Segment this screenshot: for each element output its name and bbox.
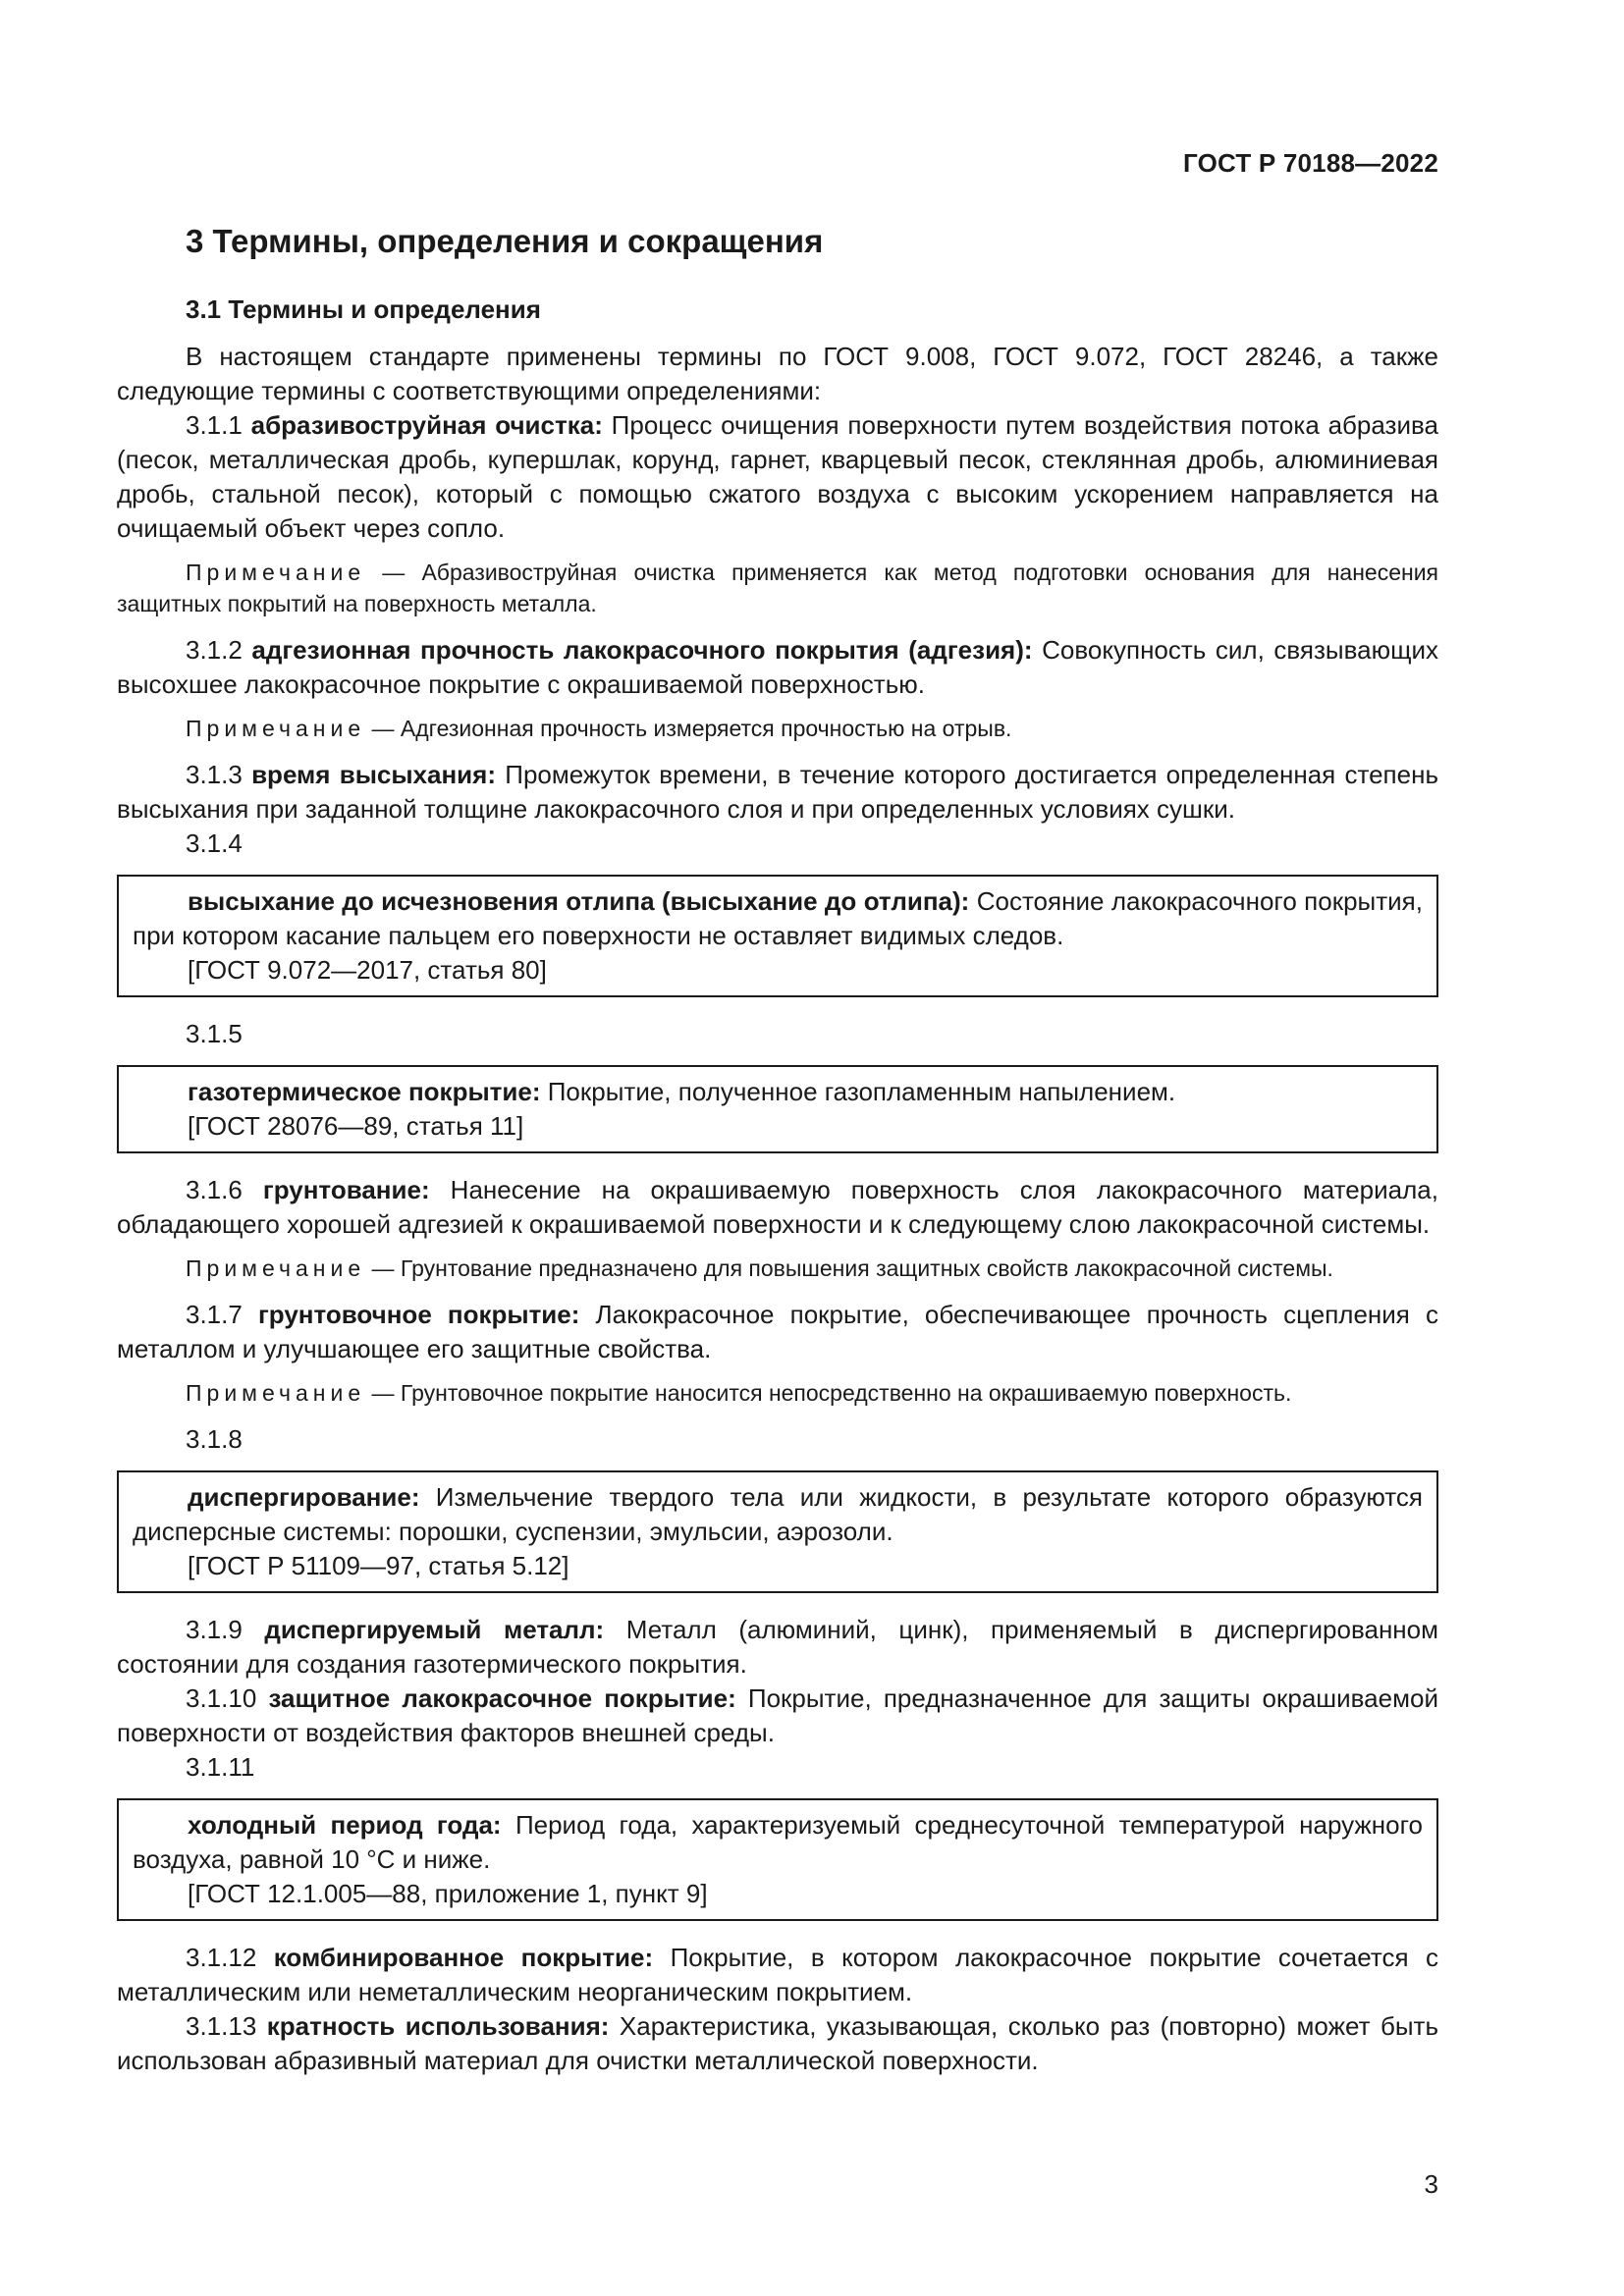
term-name: грунтование: bbox=[262, 1175, 430, 1204]
term-entry bbox=[117, 1173, 1438, 1242]
term-number: 3.1.10 bbox=[186, 1683, 257, 1713]
term-number: 3.1.3 bbox=[186, 760, 243, 789]
term-number-line: 3.1.4 bbox=[186, 828, 243, 858]
term-number: 3.1.6 bbox=[186, 1175, 243, 1204]
term-name: газотермическое покрытие: bbox=[188, 1077, 541, 1106]
term-definition: Характеристика, указывающая, сколько раз (повторно) может быть использован абразивный материал для очистки металлической поверхности. bbox=[117, 2011, 1438, 2075]
term-number: 3.1.13 bbox=[186, 2011, 257, 2041]
quoted-term-box bbox=[117, 1065, 1438, 1153]
subsection-title: 3.1 Термины и определения bbox=[186, 294, 541, 324]
term-entry bbox=[117, 758, 1438, 827]
term-source: [ГОСТ 9.072—2017, статья 80] bbox=[188, 955, 547, 985]
quoted-term-box bbox=[117, 1470, 1438, 1593]
term-entry bbox=[133, 1480, 1423, 1549]
term-definition: Покрытие, предназначенное для защиты окрашиваемой поверхности от воздействия факторов внешней среды. bbox=[117, 1683, 1438, 1747]
note-text: — Грунтование предназначено для повышения защитных свойств лакокрасочной системы. bbox=[371, 1255, 1333, 1281]
term-definition: Промежуток времени, в течение которого достигается определенная степень высыхания при заданной толщине лакокрасочного слоя и при определенных условиях сушки. bbox=[117, 760, 1438, 824]
term-definition: Период года, характеризуемый среднесуточной температурой наружного воздуха, равной 10 °С и ниже. bbox=[133, 1810, 1423, 1874]
term-name: грунтовочное покрытие: bbox=[257, 1300, 580, 1329]
term-name: диспергирование: bbox=[188, 1482, 420, 1512]
term-definition: Металл (алюминий, цинк), применяемый в диспергированном состоянии для создания газотермического покрытия. bbox=[117, 1615, 1438, 1679]
term-entry bbox=[133, 1075, 1423, 1109]
term-entry bbox=[133, 884, 1423, 953]
term-definition: Измельчение твердого тела или жидкости, в результате которого образуются дисперсные системы: порошки, суспензии, эмульсии, аэрозоли. bbox=[133, 1482, 1423, 1546]
term-number: 3.1.1 bbox=[186, 410, 243, 440]
term-source: [ГОСТ Р 51109—97, статья 5.12] bbox=[188, 1551, 569, 1580]
note-text: — Адгезионная прочность измеряется прочностью на отрыв. bbox=[371, 716, 1012, 741]
term-number: 3.1.7 bbox=[186, 1300, 243, 1329]
term-name: комбинированное покрытие: bbox=[273, 1943, 654, 1972]
term-name: кратность использования: bbox=[266, 2011, 610, 2041]
term-entry bbox=[117, 633, 1438, 702]
term-name: диспергируемый металл: bbox=[264, 1615, 605, 1644]
term-number-line: 3.1.8 bbox=[186, 1424, 243, 1454]
term-entry bbox=[117, 2009, 1438, 2078]
document-id-header: ГОСТ Р 70188—2022 bbox=[1183, 148, 1438, 178]
term-note bbox=[117, 713, 1438, 744]
term-definition: Состояние лакокрасочного покрытия, при котором касание пальцем его поверхности не оставляет видимых следов. bbox=[133, 886, 1423, 950]
note-label: Примечание bbox=[186, 1255, 366, 1281]
term-entry bbox=[133, 1808, 1423, 1877]
term-definition: Процесс очищения поверхности путем воздействия потока абразива (песок, металлическая дробь, купершлак, корунд, гарнет, кварцевый песок, стеклянная дробь, алюминиевая дробь, стальной песок), который с помощью сжатого воздуха с высоким ускорением направляется на очищаемый объект через сопло. bbox=[117, 410, 1438, 543]
section-title: 3 Термины, определения и сокращения bbox=[186, 223, 824, 259]
note-label: Примечание bbox=[186, 560, 366, 585]
term-name: холодный период года: bbox=[188, 1810, 502, 1840]
term-definition: Нанесение на окрашиваемую поверхность слоя лакокрасочного материала, обладающего хорошей адгезией к окрашиваемой поверхности и к следующему слою лакокрасочной системы. bbox=[117, 1175, 1438, 1239]
term-name: время высыхания: bbox=[251, 760, 496, 789]
term-definition: Лакокрасочное покрытие, обеспечивающее прочность сцепления с металлом и улучшающее его защитные свойства. bbox=[117, 1300, 1438, 1363]
term-definition: Совокупность сил, связывающих высохшее лакокрасочное покрытие с окрашиваемой поверхностью. bbox=[117, 635, 1438, 699]
term-entry bbox=[117, 1941, 1438, 2009]
quoted-term-box bbox=[117, 1798, 1438, 1921]
note-text: — Абразивоструйная очистка применяется как метод подготовки основания для нанесения защитных покрытий на поверхность металла. bbox=[117, 560, 1439, 616]
document-page bbox=[117, 0, 1438, 2296]
term-entry bbox=[117, 408, 1438, 546]
page-number: 3 bbox=[1424, 2169, 1438, 2199]
quoted-term-box bbox=[117, 875, 1438, 997]
term-number: 3.1.12 bbox=[186, 1943, 257, 1972]
term-note bbox=[117, 557, 1438, 619]
document-body bbox=[117, 220, 1438, 2078]
term-note bbox=[117, 1253, 1438, 1284]
term-entry bbox=[117, 1298, 1438, 1366]
term-name: защитное лакокрасочное покрытие: bbox=[268, 1683, 736, 1713]
note-label: Примечание bbox=[186, 716, 366, 741]
term-entry bbox=[117, 1613, 1438, 1682]
term-name: высыхание до исчезновения отлипа (высыхание до отлипа): bbox=[188, 886, 970, 916]
term-definition: Покрытие, в котором лакокрасочное покрытие сочетается с металлическим или неметаллическим неорганическим покрытием. bbox=[117, 1943, 1438, 2006]
term-source: [ГОСТ 12.1.005—88, приложение 1, пункт 9] bbox=[188, 1879, 708, 1908]
note-text: — Грунтовочное покрытие наносится непосредственно на окрашиваемую поверхность. bbox=[371, 1380, 1292, 1406]
section-intro: В настоящем стандарте применены термины по ГОСТ 9.008, ГОСТ 9.072, ГОСТ 28246, а также следующие термины с соответствующими определениями: bbox=[117, 342, 1438, 405]
term-name: адгезионная прочность лакокрасочного покрытия (адгезия): bbox=[251, 635, 1033, 665]
term-entry bbox=[117, 1682, 1438, 1750]
term-note bbox=[117, 1377, 1438, 1409]
term-number-line: 3.1.5 bbox=[186, 1019, 243, 1048]
term-number: 3.1.9 bbox=[186, 1615, 243, 1644]
term-name: абразивоструйная очистка: bbox=[250, 410, 603, 440]
term-number: 3.1.2 bbox=[186, 635, 243, 665]
term-definition: Покрытие, полученное газопламенным напылением. bbox=[547, 1077, 1176, 1106]
term-number-line: 3.1.11 bbox=[186, 1752, 255, 1782]
note-label: Примечание bbox=[186, 1380, 366, 1406]
term-source: [ГОСТ 28076—89, статья 11] bbox=[188, 1111, 524, 1141]
